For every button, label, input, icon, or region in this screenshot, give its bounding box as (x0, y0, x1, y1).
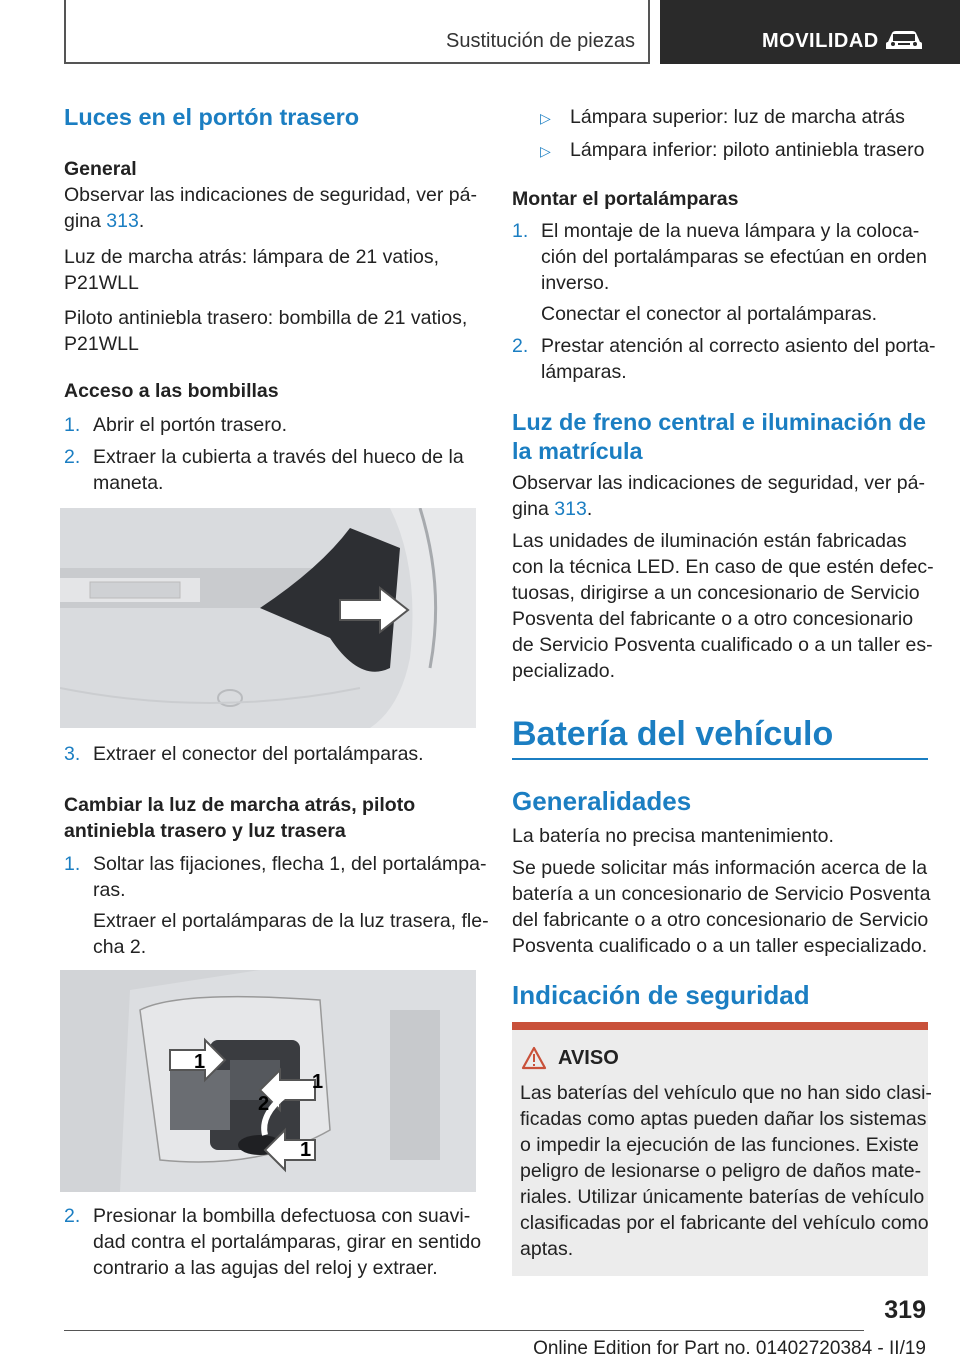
list-item: 2. Extraer la cubierta a través del hueco de la maneta. (64, 446, 464, 494)
page-number: 319 (884, 1296, 926, 1324)
footer-rule (64, 1330, 864, 1331)
warning-triangle-icon (521, 1046, 547, 1070)
warning-text-line: riales. Utilizar únicamente baterías de vehículo (520, 1186, 925, 1208)
general-p3-line1: Piloto antiniebla trasero: bombilla de 21 vatios, (64, 307, 468, 329)
list-item: 1. El montaje de la nueva lámpara y la coloca- ción del portalámparas se efectúan en orden inverso. Conectar el conector al portalámparas. (512, 220, 927, 325)
gen-p2-line: Se puede solicitar más información acerca de la (512, 857, 928, 879)
triangle-bullet-icon: ▷ (540, 143, 551, 159)
brake-p1-line2: gina 313. (512, 498, 593, 520)
header-rule-bottom (64, 62, 650, 64)
list-item: 1. Soltar las fijaciones, flecha 1, del portalámpa- ras. Extraer el portalámparas de la luz trasera, fle- cha 2. (64, 853, 489, 958)
header-rule-left (64, 0, 66, 64)
gen-p2-line: Posventa cualificado o a un taller especializado. (512, 935, 928, 957)
footer-edition: Online Edition for Part no. 01402720384 - II/19 (533, 1338, 926, 1359)
subheading-change-line2: antiniebla trasero y luz trasera (64, 820, 346, 842)
list-item: 2. Presionar la bombilla defectuosa con suavi- dad contra el portalámparas, girar en sentido contrario a las agujas del reloj y extraer. (64, 1205, 482, 1279)
warning-text-line: ficadas como aptas pueden dañar los sistemas (520, 1108, 927, 1130)
chapter-title-battery: Batería del vehículo (512, 715, 834, 753)
list-item: 1. Abrir el portón trasero. (64, 414, 288, 436)
warning-text-line: aptas. (520, 1238, 574, 1260)
list-item: 3. Extraer el conector del portalámparas. (64, 743, 424, 765)
general-p3-line2: P21WLL (64, 333, 139, 355)
brake-p2-line: Las unidades de iluminación están fabricadas (512, 530, 907, 552)
section-title-safety: Indicación de seguridad (512, 980, 810, 1010)
warning-text-line: peligro de lesionarse o peligro de daños mate- (520, 1160, 922, 1182)
gen-p2-line: batería a un concesionario de Servicio Posventa (512, 883, 931, 905)
lamp-holder-photo (60, 970, 476, 1192)
callout-label: 2 (258, 1093, 270, 1115)
brake-p2-line: Posventa del fabricante o a otro concesionario (512, 608, 914, 630)
bullet-item: Lámpara inferior: piloto antiniebla trasero (570, 139, 925, 161)
section-title-generalities: Generalidades (512, 786, 692, 816)
brake-p2-line: pecializado. (512, 660, 615, 682)
subheading-general: General (64, 158, 137, 180)
warning-text-line: o impedir la ejecución de las funciones. Existe (520, 1134, 919, 1156)
section-title-brake-light-line1: Luz de freno central e iluminación de (512, 409, 926, 435)
brake-p2-line: tuosas, dirigirse a un concesionario de Servicio (512, 582, 920, 604)
warning-top-bar (512, 1022, 928, 1030)
warning-text-line: clasificadas por el fabricante del vehículo como (520, 1212, 929, 1234)
brake-p1-line1: Observar las indicaciones de seguridad, ver pá- (512, 472, 925, 494)
bullet-item: Lámpara superior: luz de marcha atrás (570, 106, 905, 128)
general-p1-line2: gina 313. (64, 210, 145, 232)
triangle-bullet-icon: ▷ (540, 110, 551, 126)
callout-label: 1 (300, 1139, 312, 1161)
car-icon (884, 28, 924, 52)
header-chapter-label: MOVILIDAD (762, 30, 879, 52)
callout-label: 1 (194, 1051, 206, 1073)
chapter-title-underline (512, 758, 928, 760)
header-section-title: Sustitución de piezas (445, 30, 635, 52)
general-p2-line2: P21WLL (64, 272, 139, 294)
brake-p2-line: con la técnica LED. En caso de que estén defec- (512, 556, 934, 578)
brake-p2-line: de Servicio Posventa cualificado o a un taller es- (512, 634, 933, 656)
page-link-313[interactable]: 313 (554, 498, 587, 520)
header-rule-mid (648, 0, 650, 64)
gen-p2-line: del fabricante o a otro concesionario de Servicio (512, 909, 929, 931)
subheading-mount: Montar el portalámparas (512, 188, 739, 210)
tailgate-cover-photo (60, 508, 476, 728)
callout-label: 1 (312, 1071, 324, 1093)
subheading-change-line1: Cambiar la luz de marcha atrás, piloto (64, 794, 416, 816)
section-title-brake-light-line2: la matrícula (512, 438, 643, 464)
general-p2-line1: Luz de marcha atrás: lámpara de 21 vatios, (64, 246, 440, 268)
page-link-313[interactable]: 313 (106, 210, 139, 232)
warning-label: AVISO (558, 1047, 619, 1069)
general-p1-line1: Observar las indicaciones de seguridad, ver pá- (64, 184, 477, 206)
warning-text-line: Las baterías del vehículo que no han sido clasi- (520, 1082, 932, 1104)
section-title-tailgate-lights: Luces en el portón trasero (64, 104, 360, 130)
list-item: 2. Prestar atención al correcto asiento del porta- lámparas. (512, 335, 936, 383)
gen-p1: La batería no precisa mantenimiento. (512, 825, 834, 847)
subheading-access: Acceso a las bombillas (64, 380, 279, 402)
